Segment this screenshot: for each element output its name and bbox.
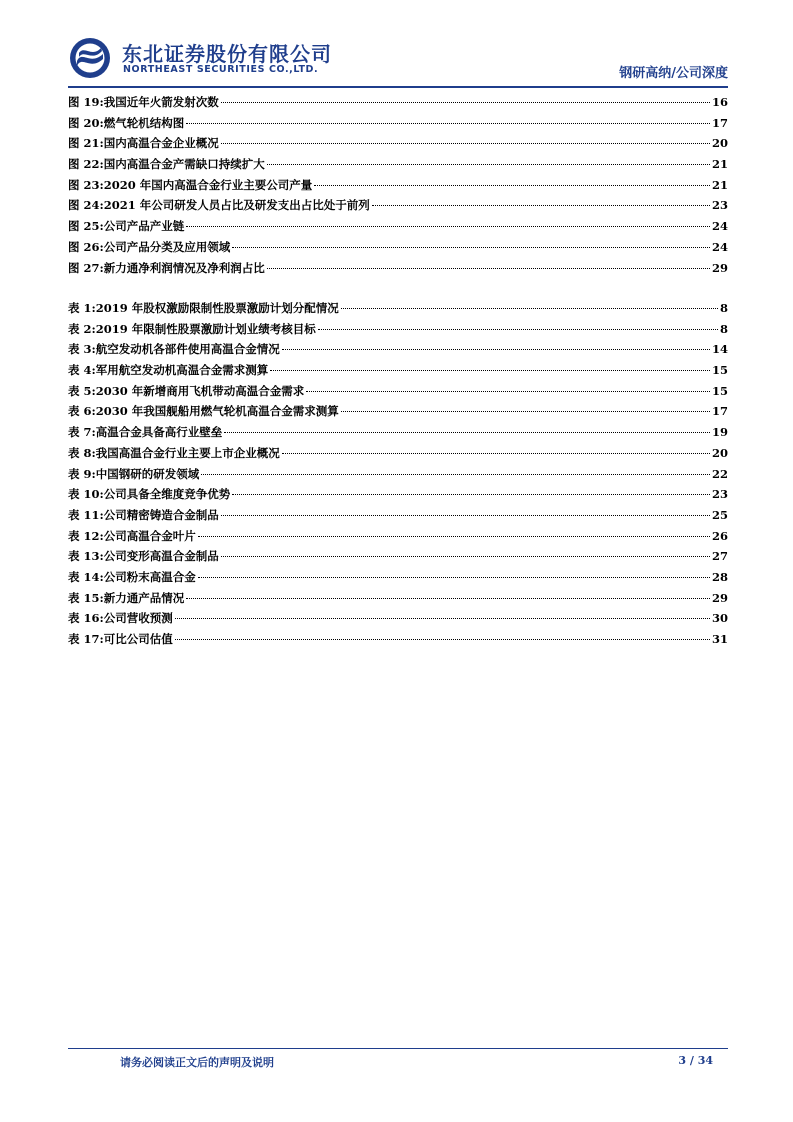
toc-leader	[282, 349, 710, 350]
toc-title: 高温合金具备高行业壁垒	[95, 425, 223, 440]
toc-label: 表 13:	[68, 549, 104, 564]
toc-table-row[interactable]	[68, 424, 728, 445]
northeast-securities-logo-icon	[68, 36, 112, 80]
toc-table-row[interactable]	[68, 610, 728, 631]
toc-leader	[198, 577, 710, 578]
toc-title: 新力通净利润情况及净利润占比	[103, 260, 265, 275]
toc-table-row[interactable]	[68, 362, 728, 383]
toc-table-row[interactable]	[68, 486, 728, 507]
toc-table-row[interactable]	[68, 631, 728, 652]
toc-page: 17	[711, 404, 728, 419]
table-list	[68, 300, 728, 652]
toc-title: 公司精密铸造合金制品	[103, 507, 219, 522]
toc-title: 公司具备全维度竞争优势	[103, 487, 231, 502]
toc-table-row[interactable]	[68, 590, 728, 611]
toc-leader	[282, 453, 710, 454]
toc-label: 图 20:	[68, 115, 104, 130]
toc-page: 14	[711, 342, 728, 357]
toc-page: 8	[719, 301, 728, 315]
toc-page: 23	[711, 487, 728, 502]
toc-leader	[372, 205, 710, 206]
toc-leader	[186, 123, 710, 124]
toc-figure-row[interactable]	[68, 260, 728, 281]
toc-table-row[interactable]	[68, 321, 728, 342]
toc-label: 图 24:	[68, 198, 104, 213]
toc-label: 图 19:	[68, 95, 104, 109]
toc-figure-row[interactable]	[68, 156, 728, 177]
toc-page: 20	[711, 445, 728, 460]
toc-label: 图 21:	[68, 136, 104, 151]
toc-leader	[314, 185, 710, 186]
toc-label: 表 12:	[68, 528, 104, 543]
toc-leader	[175, 639, 710, 640]
toc-label: 表 11:	[68, 507, 104, 522]
toc-leader	[221, 556, 710, 557]
toc-label: 表 16:	[68, 611, 104, 626]
toc-page: 21	[711, 177, 728, 192]
toc-title: 2019 年股权激励限制性股票激励计划分配情况	[95, 301, 339, 315]
toc-title: 2019 年限制性股票激励计划业绩考核目标	[95, 321, 316, 336]
toc-title: 公司产品产业链	[103, 219, 185, 234]
toc-leader	[232, 247, 710, 248]
toc-title: 公司变形高温合金制品	[103, 549, 219, 564]
toc-title: 2020 年国内高温合金行业主要公司产量	[103, 177, 313, 192]
toc-leader	[224, 432, 710, 433]
toc-leader	[221, 143, 710, 144]
toc-title: 中国钢研的研发领域	[95, 466, 200, 481]
toc-label: 表 4:	[68, 363, 96, 378]
toc-page: 26	[711, 528, 728, 543]
toc-label: 表 8:	[68, 445, 96, 460]
toc-label: 表 2:	[68, 321, 96, 336]
toc-table-row[interactable]	[68, 569, 728, 590]
toc-figure-row[interactable]	[68, 177, 728, 198]
toc-figure-row[interactable]	[68, 115, 728, 136]
toc-leader	[306, 391, 710, 392]
toc-leader	[201, 474, 710, 475]
toc-leader	[221, 102, 710, 103]
footer-disclaimer: 请务必阅读正文后的声明及说明	[120, 1056, 274, 1069]
toc-leader	[232, 494, 710, 495]
footer-divider	[68, 1048, 728, 1049]
toc-leader	[221, 515, 710, 516]
toc-title: 我国高温合金行业主要上市企业概况	[95, 445, 280, 460]
toc-page: 15	[711, 363, 728, 378]
toc-label: 表 9:	[68, 466, 96, 481]
toc-page: 19	[711, 425, 728, 440]
toc-table-row[interactable]	[68, 300, 728, 321]
toc-leader	[198, 536, 710, 537]
toc-page: 24	[711, 239, 728, 254]
page-header	[68, 36, 728, 86]
toc-title: 国内高温合金企业概况	[103, 136, 219, 151]
toc-figure-row[interactable]	[68, 94, 728, 115]
toc-leader	[267, 164, 710, 165]
toc-figure-row[interactable]	[68, 135, 728, 156]
toc-page: 20	[711, 136, 728, 151]
toc-table-row[interactable]	[68, 528, 728, 549]
toc-page: 16	[711, 95, 728, 109]
toc-leader	[267, 268, 710, 269]
toc-page: 29	[711, 260, 728, 275]
toc-leader	[270, 370, 710, 371]
toc-leader	[175, 618, 710, 619]
toc-title: 可比公司估值	[103, 632, 173, 646]
toc-page: 24	[711, 219, 728, 234]
toc-title: 公司高温合金叶片	[103, 528, 196, 543]
toc-title: 军用航空发动机高温合金需求测算	[95, 363, 269, 378]
toc-table-row[interactable]	[68, 548, 728, 569]
toc-title: 航空发动机各部件使用高温合金情况	[95, 342, 280, 357]
toc-page: 28	[711, 569, 728, 584]
toc-label: 图 26:	[68, 239, 104, 254]
header-divider	[68, 86, 728, 88]
toc-page: 31	[711, 632, 728, 646]
toc-leader	[341, 411, 710, 412]
toc-leader	[341, 308, 718, 309]
toc-label: 图 25:	[68, 219, 104, 234]
toc-page: 8	[719, 321, 728, 336]
toc-label: 表 5:	[68, 383, 96, 398]
toc-page: 15	[711, 383, 728, 398]
toc-page: 17	[711, 115, 728, 130]
toc-figure-row[interactable]	[68, 239, 728, 260]
toc-page: 29	[711, 590, 728, 605]
toc-table-row[interactable]	[68, 507, 728, 528]
report-tag: 钢研高纳/公司深度	[619, 66, 728, 81]
figure-list	[68, 94, 728, 280]
toc-page: 25	[711, 507, 728, 522]
toc-label: 图 27:	[68, 260, 104, 275]
page-number: 3 / 34	[678, 1054, 713, 1067]
toc-title: 燃气轮机结构图	[103, 115, 185, 130]
company-name-en: NORTHEAST SECURITIES CO.,LTD.	[123, 64, 319, 75]
toc-label: 表 15:	[68, 590, 104, 605]
toc-title: 2021 年公司研发人员占比及研发支出占比处于前列	[103, 198, 370, 213]
toc-page: 21	[711, 157, 728, 172]
toc-leader	[318, 329, 718, 330]
toc-title: 2030 年我国舰船用燃气轮机高温合金需求测算	[95, 404, 339, 419]
toc-figure-row[interactable]	[68, 197, 728, 218]
toc-page: 27	[711, 549, 728, 564]
toc-table-row[interactable]	[68, 341, 728, 362]
toc-label: 表 17:	[68, 632, 104, 646]
toc-title: 新力通产品情况	[103, 590, 185, 605]
toc-label: 表 7:	[68, 425, 96, 440]
toc-title: 国内高温合金产需缺口持续扩大	[103, 157, 265, 172]
toc-page: 23	[711, 198, 728, 213]
toc-label: 表 14:	[68, 569, 104, 584]
toc-leader	[186, 598, 710, 599]
toc-leader	[186, 226, 710, 227]
toc-label: 图 23:	[68, 177, 104, 192]
toc-page: 30	[711, 611, 728, 626]
toc-title: 公司粉末高温合金	[103, 569, 196, 584]
toc-figure-row[interactable]	[68, 218, 728, 239]
toc-table-row[interactable]	[68, 383, 728, 404]
toc-title: 2030 年新增商用飞机带动高温合金需求	[95, 383, 305, 398]
toc-label: 表 6:	[68, 404, 96, 419]
toc-page: 22	[711, 466, 728, 481]
toc-table-row[interactable]	[68, 403, 728, 424]
toc-label: 表 1:	[68, 301, 96, 315]
toc-table-row[interactable]	[68, 445, 728, 466]
toc-label: 表 3:	[68, 342, 96, 357]
toc-table-row[interactable]	[68, 466, 728, 487]
toc-title: 我国近年火箭发射次数	[103, 95, 219, 109]
company-name-cn: 东北证券股份有限公司	[122, 42, 332, 66]
toc-title: 公司营收预测	[103, 611, 173, 626]
toc-label: 表 10:	[68, 487, 104, 502]
toc-label: 图 22:	[68, 157, 104, 172]
toc-title: 公司产品分类及应用领域	[103, 239, 231, 254]
